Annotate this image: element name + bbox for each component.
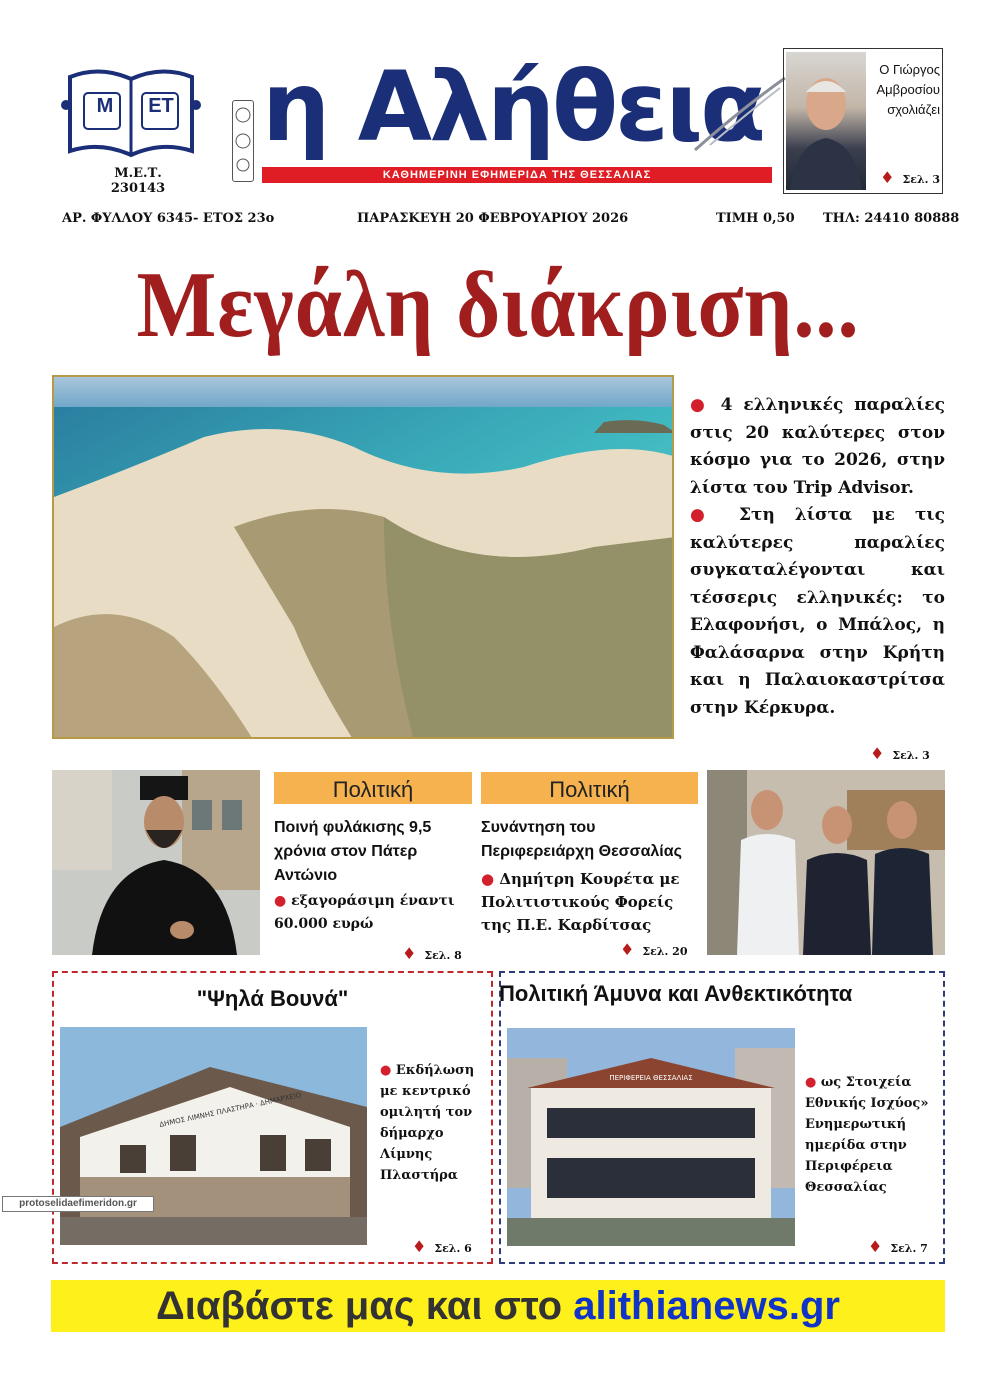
met-code: Μ.Ε.Τ. 230143 (110, 166, 166, 196)
town-hall-photo[interactable] (60, 1027, 367, 1245)
phone-number: ΤΗΛ: 24410 80888 (823, 211, 960, 226)
article-1-ref-label: Σελ. 8 (424, 949, 462, 962)
met-logo (60, 65, 202, 165)
town-hall-sign: ΔΗΜΟΣ ΛΙΜΝΗΣ ΠΛΑΣΤΗΡΑ · ΔΗΜΑΡΧΕΙΟ (158, 1091, 302, 1129)
meeting-photo[interactable] (707, 770, 945, 955)
article-2-title[interactable]: Συνάντηση του Περιφερειάρχη Θεσσαλίας (481, 819, 682, 860)
columnist-photo (786, 52, 866, 190)
issue-number: ΑΡ. ΦΥΛΛΟΥ 6345- ΕΤΟΣ 23ο (62, 211, 275, 226)
website-link[interactable]: alithianews.gr (573, 1284, 840, 1328)
diamond-icon: ♦ (402, 944, 417, 963)
bullet-icon: ● (690, 505, 740, 525)
columnist-caption (870, 60, 940, 120)
article-3-ref-label: Σελ. 6 (434, 1242, 472, 1255)
article-2-category-tag[interactable]: Πολιτική (481, 772, 698, 804)
article-1-page-ref[interactable] (402, 944, 462, 963)
met-logo-letter-left: Μ (96, 95, 114, 117)
website-banner[interactable] (51, 1280, 945, 1332)
lead-page-ref[interactable] (870, 744, 930, 763)
issue-price: ΤΙΜΗ 0,50 (716, 211, 795, 226)
article-1-subtitle (274, 890, 472, 936)
article-3-page-ref[interactable] (412, 1237, 472, 1256)
article-2-subtitle (481, 868, 691, 937)
issue-date: ΠΑΡΑΣΚΕΥΗ 20 ΦΕΒΡΟΥΑΡΙΟΥ 2026 (357, 211, 629, 226)
met-logo-letter-right: ΕΤ (148, 95, 174, 117)
lead-ref-label: Σελ. 3 (892, 749, 930, 762)
columnist-line-2: Αμβροσίου (876, 82, 940, 97)
article-1-category-tag[interactable]: Πολιτική (274, 772, 472, 804)
diamond-icon: ♦ (620, 940, 635, 959)
seal-icon (232, 100, 254, 182)
article-4-title[interactable]: Πολιτική Άμυνα και Ανθεκτικότητα (499, 981, 853, 1006)
priest-photo[interactable] (52, 770, 260, 955)
article-1[interactable] (274, 772, 472, 936)
lead-story-text (690, 392, 945, 722)
article-2-page-ref[interactable] (620, 940, 688, 959)
bullet-icon: ● (380, 1063, 396, 1078)
article-4-page-ref[interactable] (868, 1237, 928, 1256)
swoosh-icon (690, 70, 790, 160)
main-headline[interactable]: Μεγάλη διάκριση... (136, 253, 860, 357)
article-4-ref-label: Σελ. 7 (890, 1242, 928, 1255)
columnist-page-ref[interactable] (880, 168, 940, 187)
diamond-icon: ♦ (880, 168, 895, 187)
lead-bullet-1-text: 4 ελληνικές παραλίες στις 20 καλύτερες στον κόσμο για το 2026, στην λίστα του Trip Advisor. (690, 395, 945, 498)
columnist-line-1: Ο Γιώργος (879, 62, 940, 77)
bullet-icon: ● (274, 893, 292, 909)
newspaper-subtitle: ΚΑΘΗΜΕΡΙΝΗ ΕΦΗΜΕΡΙΔΑ ΤΗΣ ΘΕΣΣΑΛΙΑΣ (262, 167, 772, 183)
bullet-icon: ● (481, 870, 500, 888)
diamond-icon: ♦ (868, 1237, 883, 1256)
columnist-line-3: σχολιάζει (887, 102, 940, 117)
banner-text: Διαβάστε μας και στο (156, 1284, 563, 1328)
source-watermark: protoselidaefimeridon.gr (2, 1196, 154, 1212)
article-4-subtitle-text: ως Στοιχεία Εθνικής Ισχύος» Ενημερωτική ημερίδα στην Περιφέρεια Θεσσαλίας (805, 1075, 929, 1195)
diamond-icon: ♦ (870, 744, 885, 763)
article-1-subtitle-text: εξαγοράσιμη έναντι 60.000 ευρώ (274, 893, 455, 932)
article-2[interactable] (481, 772, 698, 937)
regional-building-photo[interactable] (507, 1028, 795, 1246)
article-3-subtitle-text: Εκδήλωση με κεντρικό ομιλητή τον δήμαρχο Λίμνης Πλαστήρα (380, 1063, 475, 1183)
article-3-subtitle (380, 1060, 490, 1186)
bullet-icon: ● (690, 395, 721, 415)
diamond-icon: ♦ (412, 1237, 427, 1256)
article-4-subtitle (805, 1072, 940, 1198)
bullet-icon: ● (805, 1075, 821, 1090)
article-3-title[interactable]: "Ψηλά Βουνά" (196, 986, 349, 1011)
lead-bullet-1 (690, 392, 945, 502)
article-2-ref-label: Σελ. 20 (642, 945, 688, 958)
newspaper-title[interactable]: η Αλήθεια (262, 51, 763, 163)
article-1-title[interactable]: Ποινή φυλάκισης 9,5 χρόνια στον Πάτερ Αντώνιο (274, 819, 432, 884)
regional-building-sign: ΠΕΡΙΦΕΡΕΙΑ ΘΕΣΣΑΛΙΑΣ (609, 1074, 693, 1082)
article-2-subtitle-text: Δημήτρη Κουρέτα με Πολιτιστικούς Φορείς της Π.Ε. Καρδίτσας (481, 870, 680, 934)
lead-bullet-2 (690, 502, 945, 722)
columnist-ref-label: Σελ. 3 (902, 173, 940, 186)
beach-photo[interactable] (52, 375, 674, 739)
lead-bullet-2-text: Στη λίστα με τις καλύτερες παραλίες συγκαταλέγονται και τέσσερις ελληνικές: το Ελαφονήσι, ο Μπάλος, η Φαλάσαρνα στην Κρήτη και η Παλαιοκαστρίτσα στην Κέρκυρα. (690, 505, 945, 718)
